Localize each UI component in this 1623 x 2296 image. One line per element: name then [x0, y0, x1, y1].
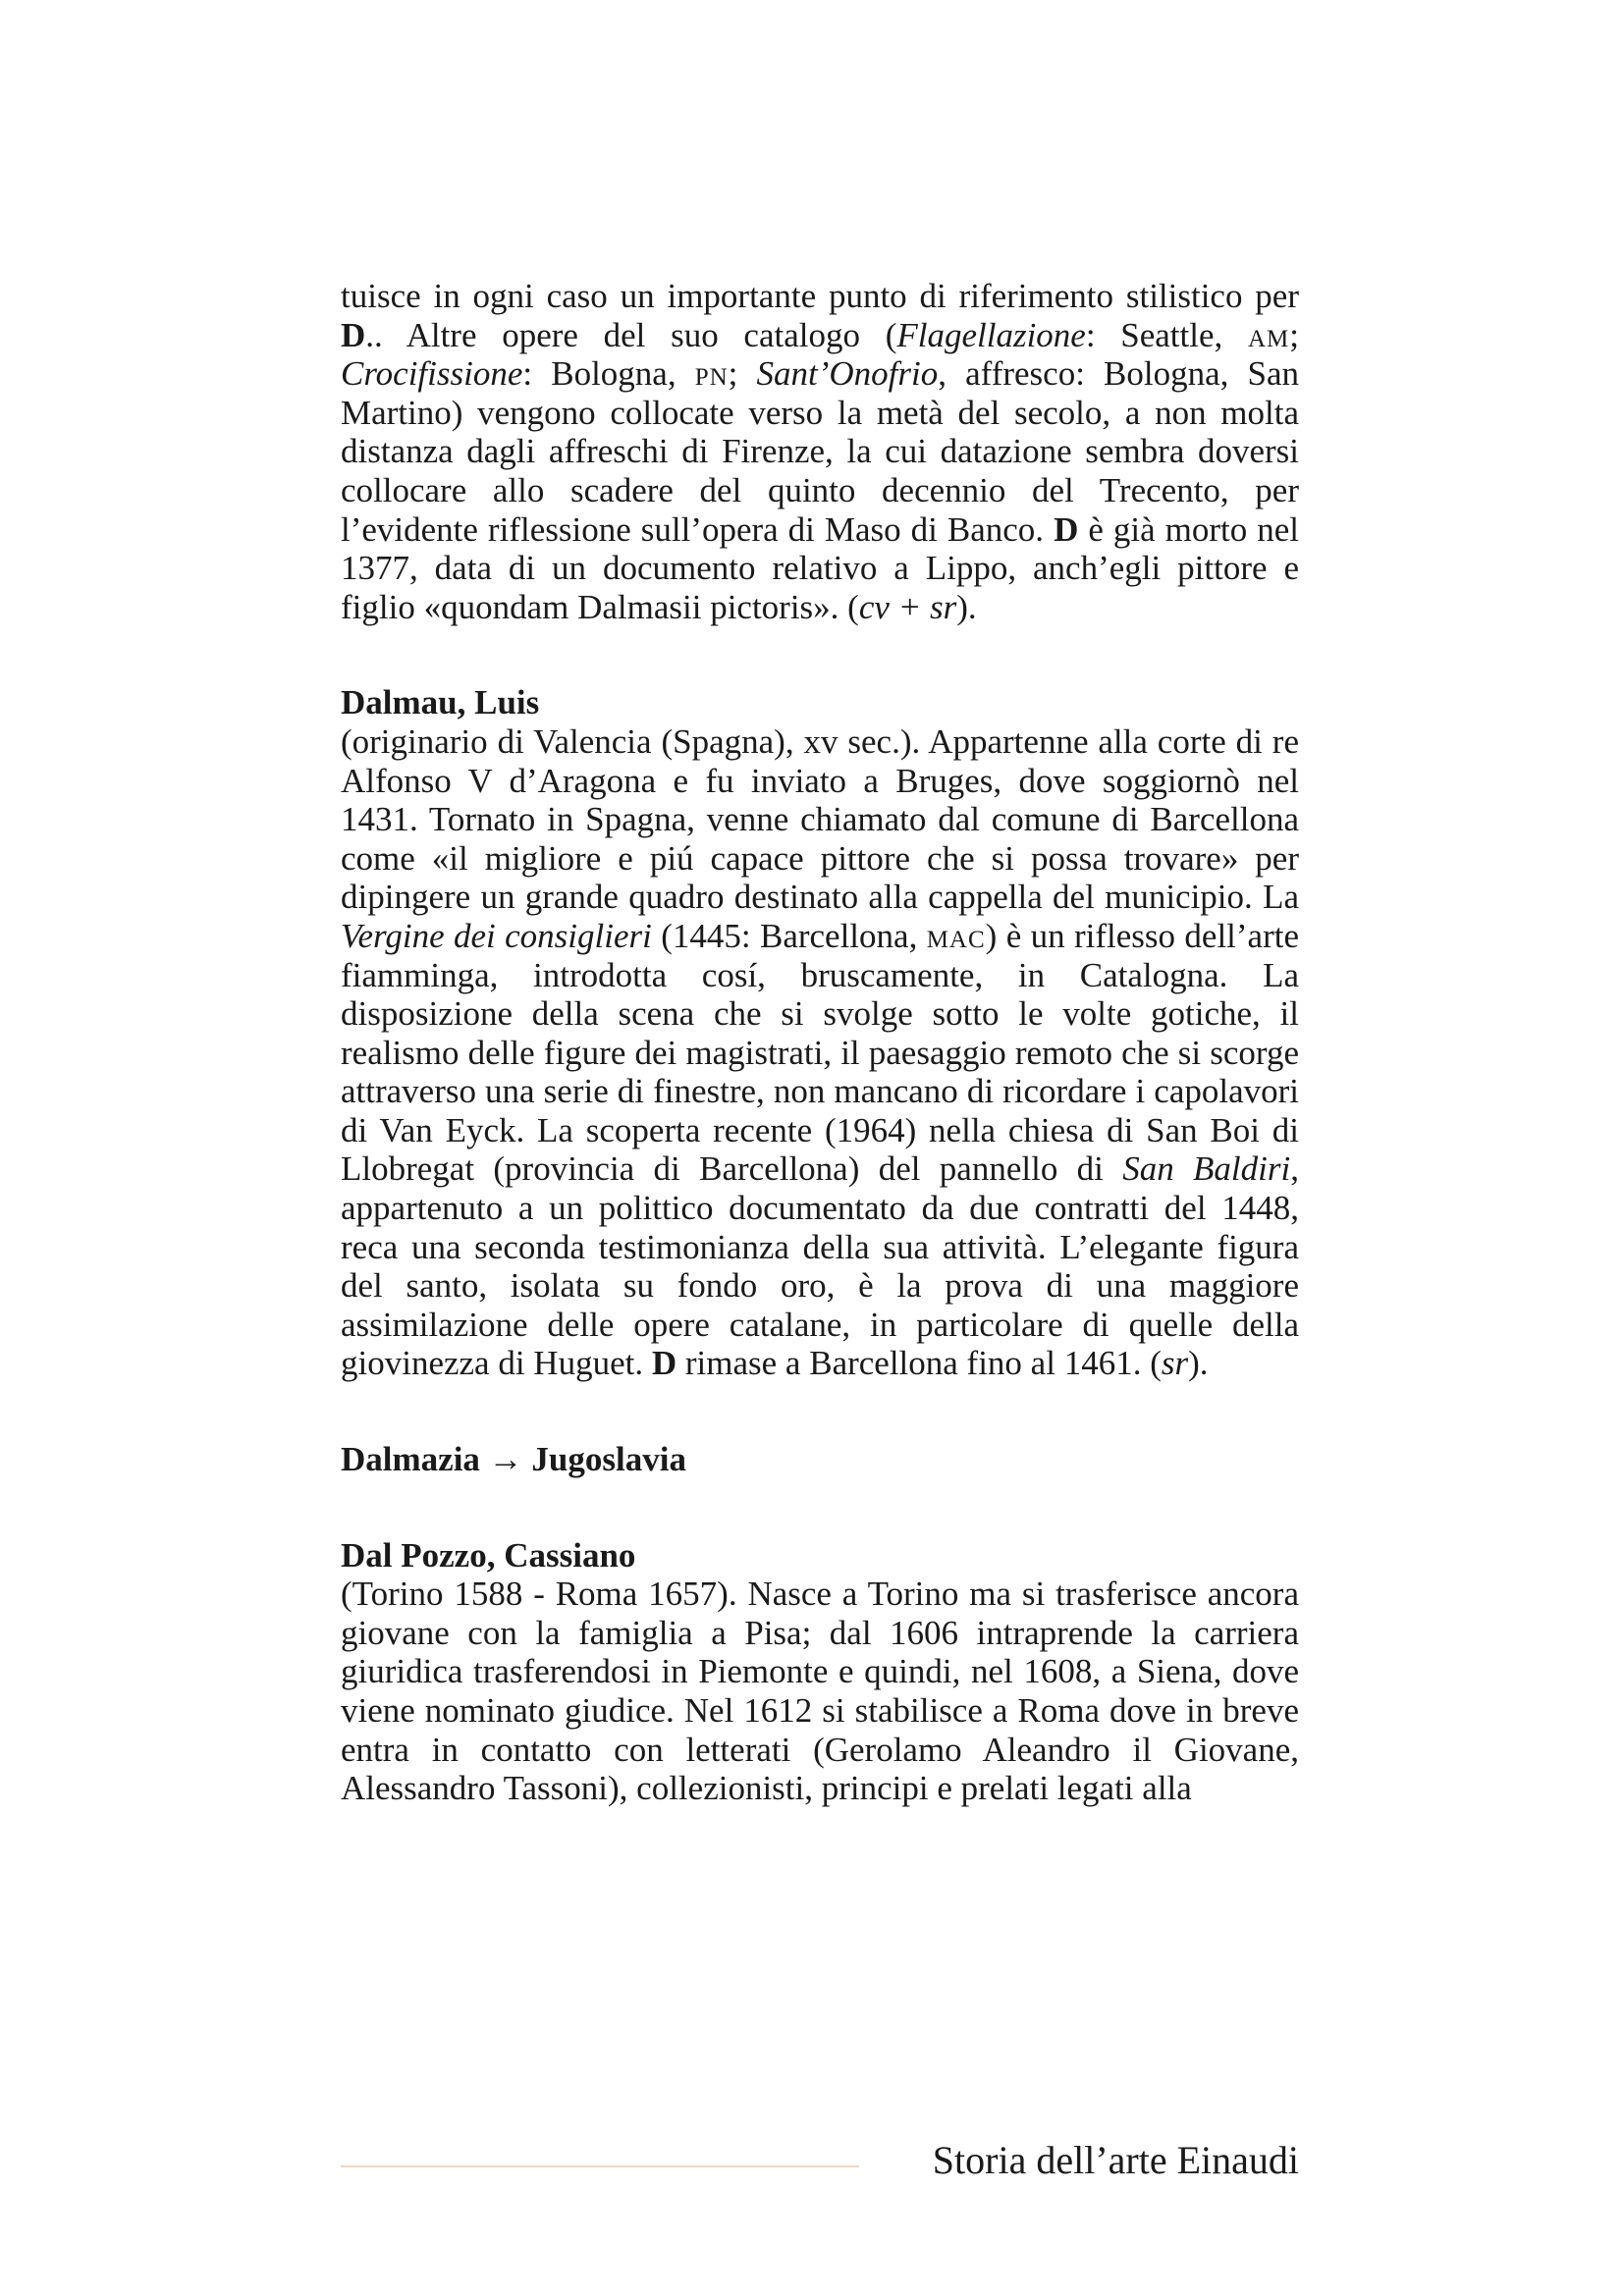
heading-term: Dalmazia: [341, 1440, 480, 1479]
text-run: rimase a Barcellona fino al 1461. (: [676, 1344, 1162, 1383]
text-run: ;: [1289, 315, 1300, 354]
work-title: Sant’Onofrio: [756, 354, 939, 394]
abbrev-bold: D: [651, 1344, 677, 1383]
text-run: : Seattle,: [1085, 315, 1248, 354]
text-run: (originario di Valencia (Spagna), xv sec.). Appartenne alla corte di re Alfonso V d’Aragona e fu inviato a Bruges, dove soggiornò nel 1431. Tornato in Spagna, venne chiamato dal comune di Barcellona come «il migliore e piú capace pittore che si possa trovare» per dipingere un grande quadro destinato alla cappella del municipio. La: [341, 721, 1299, 917]
cross-reference-link[interactable]: Jugoslavia: [531, 1440, 686, 1479]
abbrev-bold: D: [1054, 509, 1079, 549]
text-run: ;: [728, 354, 757, 394]
museum-abbrev: mac: [926, 916, 986, 955]
work-title: Flagellazione: [896, 315, 1086, 354]
text-run: ).: [956, 587, 977, 626]
work-title: San Baldiri: [1122, 1149, 1291, 1189]
footer-rule: [341, 2165, 859, 2167]
dalpozzo-paragraph: (Torino 1588 - Roma 1657). Nasce a Torino ma si trasferisce ancora giovane con la famiglia a Pisa; dal 1606 intraprende la carriera giuridica trasferendosi in Piemonte e quindi, nel 1608, a Siena, dove viene nominato giudice. Nel 1612 si stabilisce a Roma dove in breve entra in contatto con letterati (Gerolamo Aleandro il Giovane, Alessandro Tassoni), collezionisti, principi e prelati legati alla: [341, 1575, 1299, 1808]
text-run: è già morto nel 1377, data di un documento relativo a Lippo, anch’egli pittore e figlio «quondam Dalmasii pictoris». (: [341, 509, 1299, 626]
section-gap: [341, 1383, 1299, 1440]
footer-title: Storia dell’arte Einaudi: [932, 2138, 1299, 2182]
text-run: tuisce in ogni caso un importante punto di riferimento stilistico per: [341, 277, 1299, 315]
entry-heading-dalmau: Dalmau, Luis: [341, 683, 540, 722]
work-title: Vergine dei consiglieri: [341, 916, 652, 955]
arrow-right-icon: →: [488, 1440, 523, 1479]
author-initials: sr: [1161, 1344, 1189, 1383]
page-content: [341, 277, 1299, 1808]
work-title: Crocifissione: [341, 354, 523, 394]
text-run: ) è un riflesso dell’arte fiamminga, introdotta cosí, bruscamente, in Catalogna. La disposizione della scena che si svolge sotto le volte gotiche, il realismo delle figure dei magistrati, il paesaggio remoto che si scorge attraverso una serie di finestre, non mancano di ricordare i capolavori di Van Eyck. La scoperta recente (1964) nella chiesa di San Boi di Llobregat (provincia di Barcellona) del pannello di: [341, 916, 1299, 1189]
text-run: , appartenuto a un polittico documentato da due contratti del 1448, reca una seconda testimonianza della sua attività. L’elegante figura del santo, isolata su fondo oro, è la prova di una maggiore assimilazione delle opere catalane, in particolare di quelle della giovinezza di Huguet.: [341, 1149, 1299, 1383]
text-run: .. Altre opere del suo catalogo (: [365, 315, 897, 354]
text-run: : Bologna,: [522, 354, 695, 394]
museum-abbrev: pn: [694, 354, 729, 394]
section-gap: [341, 626, 1299, 683]
text-run: (1445: Barcellona,: [651, 916, 927, 955]
intro-paragraph: [341, 277, 1299, 626]
text-run: , affresco: Bologna, San Martino) vengono collocate verso la metà del secolo, a non molta distanza dagli affreschi di Firenze, la cui datazione sembra doversi collocare allo scadere del quinto decennio del Trecento, per l’evidente riflessione sull’opera di Maso di Banco.: [341, 354, 1300, 549]
entry-heading-dalpozzo: Dal Pozzo, Cassiano: [341, 1535, 636, 1575]
section-gap: [341, 1479, 1299, 1536]
author-initials: cv + sr: [858, 587, 957, 626]
dalmau-paragraph: [341, 722, 1299, 1383]
text-run: ).: [1188, 1344, 1209, 1383]
museum-abbrev: am: [1247, 315, 1290, 354]
abbrev-bold: D: [341, 315, 366, 354]
entry-heading-dalmazia: [341, 1440, 1299, 1479]
page-footer: [341, 2136, 1299, 2185]
